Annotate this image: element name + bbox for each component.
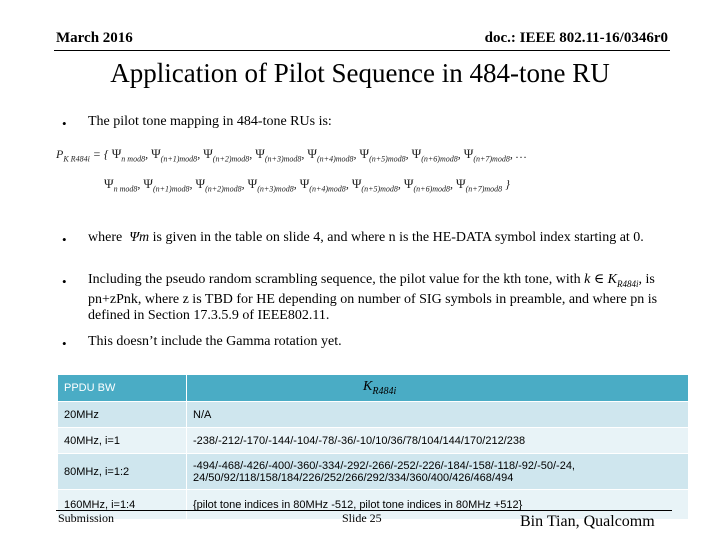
header-doc-id: doc.: IEEE 802.11-16/0346r0 xyxy=(484,30,668,46)
formula-sub: (n+7)mod8 xyxy=(465,184,503,194)
bullet-scrambling xyxy=(88,272,668,324)
formula-sub: (n+5)mod8 xyxy=(369,154,406,164)
table-row xyxy=(58,454,689,490)
psi-symbol: Ψ xyxy=(403,176,414,191)
bullet-marker: • xyxy=(62,336,67,351)
header-date: March 2016 xyxy=(56,30,133,46)
formula-lhs-sup: K R484i xyxy=(63,154,90,164)
psi-symbol: Ψ xyxy=(359,146,370,161)
row-tones: {pilot tone indices in 80MHz -512, pilot tone indices in 80MHz +512} xyxy=(187,490,689,520)
formula-sub: n mod8 xyxy=(121,154,146,164)
bullet-where-text: is given in the table on slide 4, and where n is the HE-DATA symbol index starting at 0. xyxy=(152,230,644,245)
pilot-tone-table xyxy=(57,374,689,520)
formula-sub: (n+6)mod8 xyxy=(413,184,451,194)
bullet-marker: • xyxy=(62,232,67,247)
psi-symbol: Ψ xyxy=(111,146,122,161)
formula-sub: (n+2)mod8 xyxy=(212,154,250,164)
psi-symbol: Ψ xyxy=(411,146,422,161)
k-in-symbol xyxy=(584,272,638,287)
psi-m-symbol: Ψm xyxy=(129,230,150,245)
psi-symbol: Ψ xyxy=(151,146,161,161)
footer-submission: Submission xyxy=(58,511,115,525)
k-r484-header xyxy=(193,379,397,397)
row-tones: -494/-468/-426/-400/-360/-334/-292/-266/-252/-226/-184/-158/-118/-92/-50/-24, 24/50/92/118/158/184/226/252/266/292/334/360/400/426/468/494 xyxy=(187,454,689,490)
psi-symbol: Ψ xyxy=(463,146,474,161)
row-bw: 80MHz, i=1:2 xyxy=(58,454,187,490)
formula-sub: (n+6)mod8 xyxy=(421,154,458,164)
bullet-where-psi xyxy=(88,230,668,246)
formula-row-2: $\Psi_{n mod8}$, $\Psi_{(n+1)mod8}$, $\Psi_{(n+2)mod8}$, $\Psi_{(n+3)mod8}$, $\Psi_{(n+4)mod8}$, $\Psi_{(n+5)mod8}$, $\Psi_{(n+6)mod8}$, $\Psi_{(n+7)mod8}$ } xyxy=(104,176,510,194)
bullet-marker: • xyxy=(62,116,67,131)
psi-symbol: Ψ xyxy=(299,176,310,191)
k-in-sub: R484i xyxy=(617,278,639,289)
bullet-gamma: This doesn’t include the Gamma rotation yet. xyxy=(88,334,342,349)
col-ppdu-bw: PPDU BW xyxy=(58,375,187,402)
formula-sub: (n+3)mod8 xyxy=(257,184,294,194)
row-bw: 160MHz, i=1:4 xyxy=(58,490,187,520)
bullet-scrambling-rest: , is pn+zPnk, where z is TBD for HE depending on number of SIG symbols in preamble, and where pn is defined in Section 17.3.5.9 of IEEE802.11. xyxy=(88,272,658,323)
footer-slide-number: Slide 25 xyxy=(342,511,382,525)
row-tones: N/A xyxy=(187,402,689,428)
bullet-pilot-mapping: The pilot tone mapping in 484-tone RUs is: xyxy=(88,114,332,129)
formula-sub: (n+3)mod8 xyxy=(264,154,302,164)
formula-sub: (n+2)mod8 xyxy=(205,184,242,194)
psi-symbol: Ψ xyxy=(456,176,466,191)
formula-sub: (n+4)mod8 xyxy=(317,154,354,164)
k-symbol: K xyxy=(363,379,373,395)
slide-title: Application of Pilot Sequence in 484-tone RU xyxy=(110,58,610,88)
k-subscript: R484i xyxy=(372,385,397,397)
row-tones: -238/-212/-170/-144/-104/-78/-36/-10/10/36/78/104/144/170/212/238 xyxy=(187,428,689,454)
bullet-marker: • xyxy=(62,274,67,289)
k-in-text: k ∈ K xyxy=(584,272,618,287)
psi-symbol: Ψ xyxy=(307,146,317,161)
col-k-r484 xyxy=(187,375,689,402)
formula-sub: (n+7)mod8 xyxy=(473,154,510,164)
psi-symbol: Ψ xyxy=(143,176,153,191)
formula-sub: (n+1)mod8 xyxy=(160,154,198,164)
footer-author: Bin Tian, Qualcomm xyxy=(520,513,655,530)
formula-row-1: $P_{K R484i}$ = { $\Psi_{n mod8}$, $\Psi_{(n+1)mod8}$, $\Psi_{(n+2)mod8}$, $\Psi_{(n+3)mod8}$, $\Psi_{(n+4)mod8}$, $\Psi_{(n+5)mod8}$, $\Psi_{(n+6)mod8}$, $\Psi_{(n+7)mod8}$, … xyxy=(56,146,527,164)
where-label: where xyxy=(88,230,123,245)
formula-sub: (n+1)mod8 xyxy=(152,184,190,194)
formula-sub: (n+4)mod8 xyxy=(309,184,346,194)
psi-symbol: Ψ xyxy=(104,176,114,191)
header-divider xyxy=(54,50,670,51)
table-row xyxy=(58,402,689,428)
row-bw: 40MHz, i=1 xyxy=(58,428,187,454)
psi-symbol: Ψ xyxy=(255,146,265,161)
psi-symbol: Ψ xyxy=(351,176,362,191)
row-bw: 20MHz xyxy=(58,402,187,428)
psi-symbol: Ψ xyxy=(203,146,213,161)
formula-sub: (n+5)mod8 xyxy=(361,184,398,194)
psi-symbol: Ψ xyxy=(247,176,258,191)
formula-lhs: P xyxy=(56,147,64,161)
table-row xyxy=(58,428,689,454)
formula-sub: n mod8 xyxy=(113,184,138,194)
table-header-row xyxy=(58,375,689,402)
psi-symbol: Ψ xyxy=(195,176,206,191)
bullet-scrambling-text: Including the pseudo random scrambling sequence, the pilot value for the kth tone, with xyxy=(88,272,581,287)
